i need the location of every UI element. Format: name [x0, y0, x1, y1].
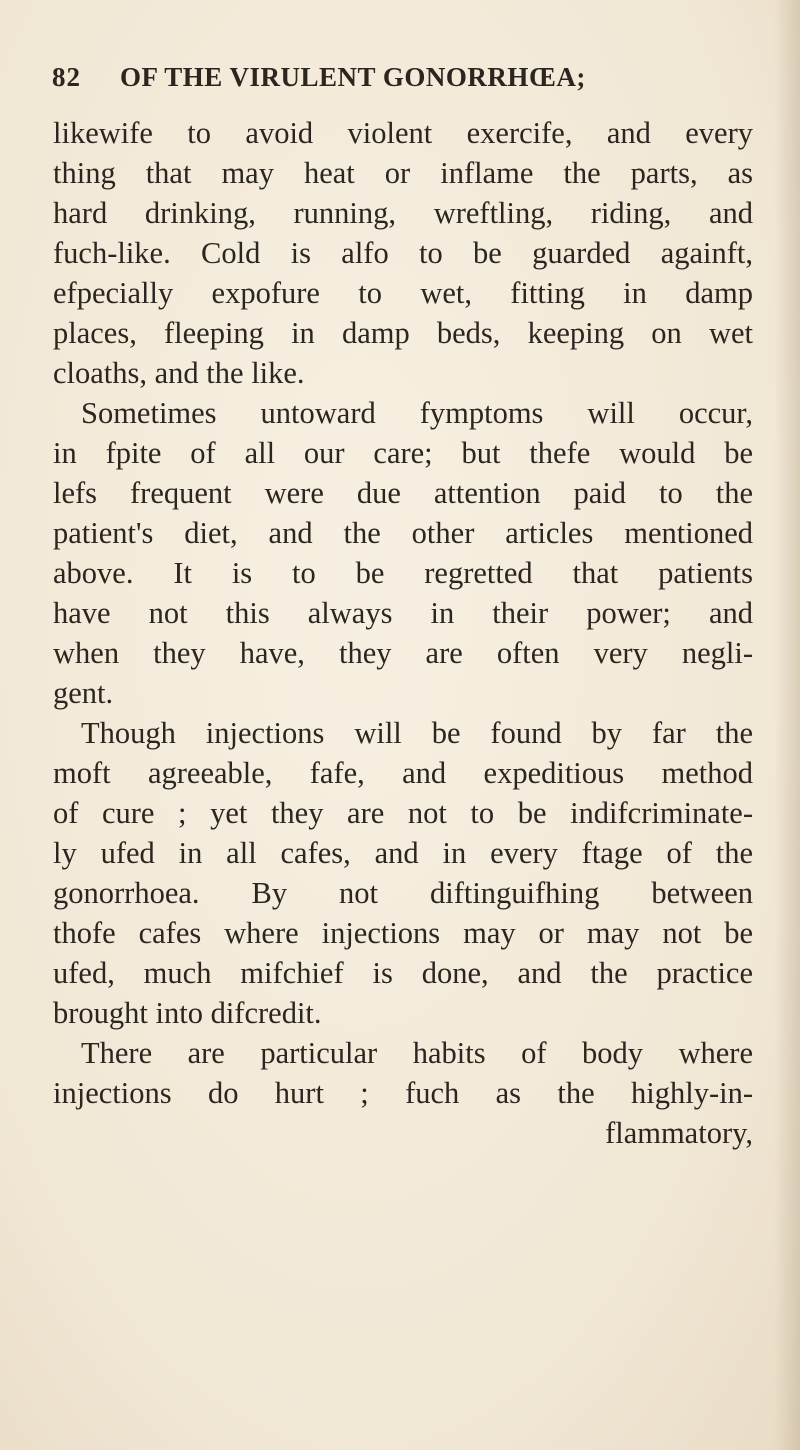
- page-number: 82: [52, 62, 81, 92]
- page-edge-shadow: [774, 0, 800, 1450]
- text-line: thofe cafes where injections may or may not be: [53, 916, 753, 950]
- text-line: cloaths, and the like.: [53, 356, 305, 390]
- text-line: There are particular habits of body where: [81, 1036, 753, 1070]
- text-line: fuch-like. Cold is alfo to be guarded againft,: [53, 236, 753, 270]
- text-line: thing that may heat or inflame the parts, as: [53, 156, 753, 190]
- catchword-line: flammatory,: [605, 1116, 753, 1150]
- text-line: patient's diet, and the other articles mentioned: [53, 516, 753, 550]
- running-title: OF THE VIRULENT GONORRHŒA;: [120, 62, 586, 92]
- text-line: have not this always in their power; and: [53, 596, 753, 630]
- text-line: of cure ; yet they are not to be indifcriminate-: [53, 796, 753, 830]
- text-line: lefs frequent were due attention paid to the: [53, 476, 753, 510]
- text-line: hard drinking, running, wreftling, riding, and: [53, 196, 753, 230]
- body-text: [53, 113, 753, 1153]
- text-line: moft agreeable, fafe, and expeditious method: [53, 756, 753, 790]
- text-line: ly ufed in all cafes, and in every ftage of the: [53, 836, 753, 870]
- text-line: gonorrhoea. By not diftinguifhing between: [53, 876, 753, 910]
- text-line: likewife to avoid violent exercife, and every: [53, 116, 753, 150]
- text-line: ufed, much mifchief is done, and the practice: [53, 956, 753, 990]
- text-line: above. It is to be regretted that patients: [53, 556, 753, 590]
- text-line: brought into difcredit.: [53, 996, 322, 1030]
- text-line: efpecially expofure to wet, fitting in damp: [53, 276, 753, 310]
- text-line: when they have, they are often very negli-: [53, 636, 753, 670]
- running-header: [0, 62, 800, 102]
- text-line: injections do hurt ; fuch as the highly-in-: [53, 1076, 753, 1110]
- text-line: Sometimes untoward fymptoms will occur,: [81, 396, 753, 430]
- text-line: places, fleeping in damp beds, keeping on wet: [53, 316, 753, 350]
- text-line: Though injections will be found by far the: [81, 716, 753, 750]
- text-line: gent.: [53, 676, 114, 710]
- text-line: in fpite of all our care; but thefe would be: [53, 436, 753, 470]
